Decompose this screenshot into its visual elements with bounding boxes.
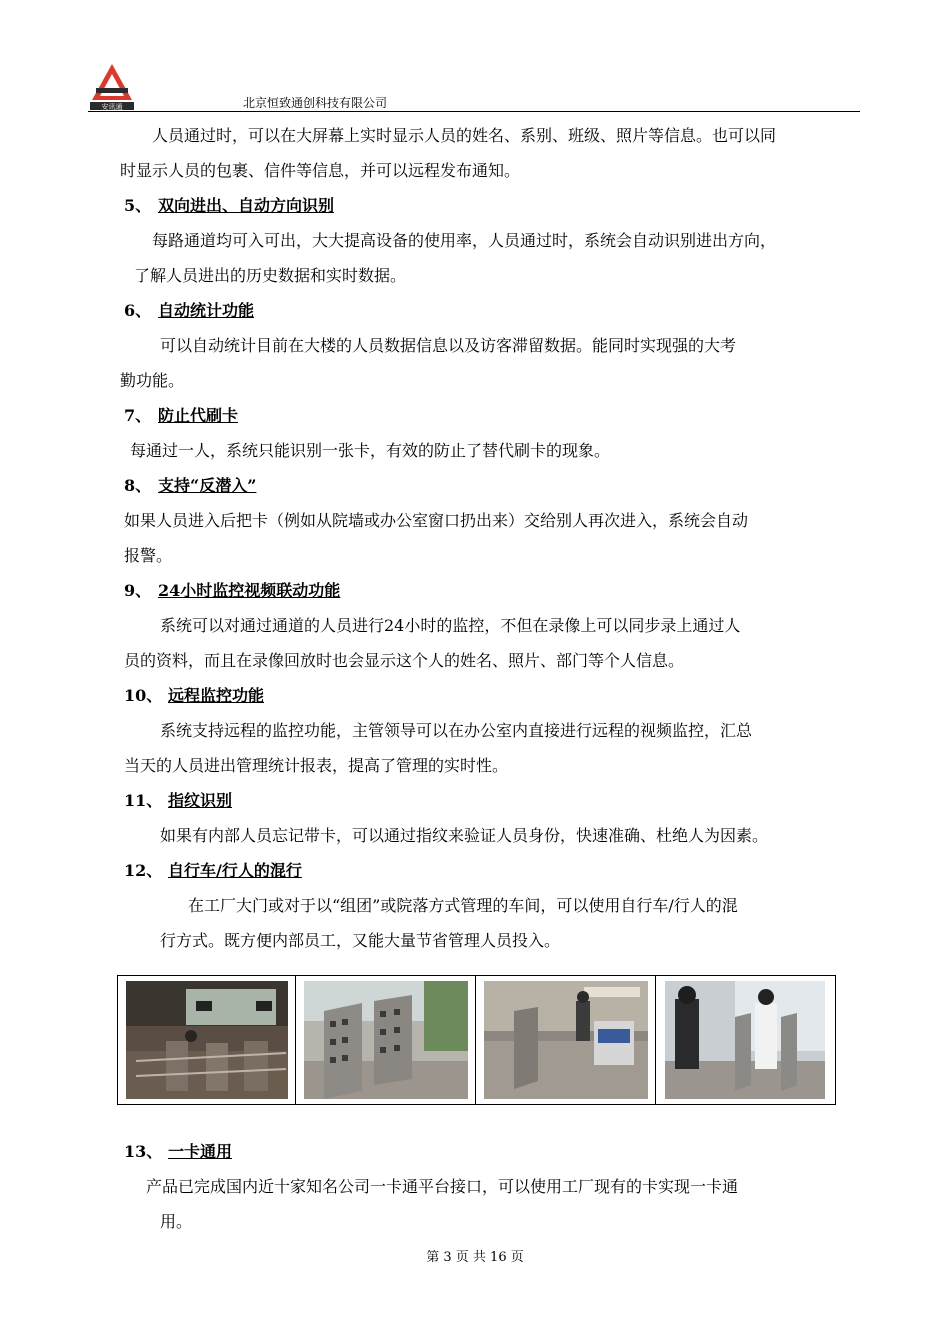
company-logo — [88, 62, 136, 112]
turnstile-photo — [665, 981, 825, 1099]
paragraph-line: 如果有内部人员忘记带卡，可以通过指纹来验证人员身份，快速准确、杜绝人为因素。 — [160, 826, 769, 845]
paragraph-line: 如果人员进入后把卡（例如从院墙或办公室窗口扔出来）交给别人再次进入，系统会自动 — [124, 511, 749, 530]
turnstile-photo — [484, 981, 648, 1099]
section-heading — [120, 188, 865, 223]
section-title: 自动统计功能 — [158, 301, 255, 320]
section-number: 11、 — [124, 791, 163, 810]
turnstile-photo — [304, 981, 468, 1099]
section-heading — [120, 398, 865, 433]
page-footer: 第 3 页 共 16 页 — [426, 1250, 524, 1265]
svg-text:安讯通: 安讯通 — [101, 103, 123, 111]
photo-cell — [296, 976, 476, 1104]
header-rule — [88, 111, 860, 112]
paragraph-line: 了解人员进出的历史数据和实时数据。 — [134, 266, 407, 285]
section-number: 5、 — [124, 196, 152, 215]
paragraph-line: 产品已完成国内近十家知名公司一卡通平台接口，可以使用工厂现有的卡实现一卡通 — [146, 1177, 739, 1196]
paragraph-line: 当天的人员进出管理统计报表，提高了管理的实时性。 — [124, 756, 509, 775]
photo-cell — [476, 976, 656, 1104]
paragraph-line: 用。 — [160, 1212, 193, 1231]
photo-strip — [117, 975, 836, 1105]
photo-cell — [118, 976, 296, 1104]
section-number: 6、 — [124, 301, 152, 320]
section-number: 13、 — [124, 1142, 163, 1161]
section-heading — [120, 1134, 865, 1169]
paragraph-line: 系统可以对通过通道的人员进行24小时的监控，不但在录像上可以同步录上通过人 — [160, 616, 741, 635]
section-number: 9、 — [124, 581, 152, 600]
section-number: 8、 — [124, 476, 152, 495]
paragraph-line: 时显示人员的包裹、信件等信息，并可以远程发布通知。 — [120, 161, 521, 180]
photo-cell — [656, 976, 835, 1104]
section-title: 一卡通用 — [168, 1142, 233, 1161]
section-number: 7、 — [124, 406, 152, 425]
section-heading — [120, 293, 865, 328]
section-heading — [120, 783, 865, 818]
section-number: 12、 — [124, 861, 163, 880]
section-heading — [120, 468, 865, 503]
section-title: 指纹识别 — [168, 791, 233, 810]
turnstile-photo — [126, 981, 288, 1099]
company-name: 北京恒致通创科技有限公司 — [243, 96, 388, 110]
section-heading — [120, 853, 865, 888]
section-title: 双向进出、自动方向识别 — [158, 196, 335, 215]
paragraph-line: 行方式。既方便内部员工，又能大量节省管理人员投入。 — [160, 931, 561, 950]
paragraph-line: 勤功能。 — [120, 371, 185, 390]
section-heading — [120, 573, 865, 608]
paragraph-line: 系统支持远程的监控功能，主管领导可以在办公室内直接进行远程的视频监控，汇总 — [160, 721, 753, 740]
document-body — [120, 118, 865, 958]
paragraph-line: 每路通道均可入可出，大大提高设备的使用率，人员通过时，系统会自动识别进出方向， — [152, 231, 777, 250]
document-body-continued — [120, 1134, 865, 1239]
section-heading — [120, 678, 865, 713]
paragraph-line: 人员通过时，可以在大屏幕上实时显示人员的姓名、系别、班级、照片等信息。也可以同 — [152, 126, 777, 145]
section-title: 远程监控功能 — [168, 686, 265, 705]
paragraph-line: 每通过一人，系统只能识别一张卡，有效的防止了替代刷卡的现象。 — [130, 441, 611, 460]
section-title: 自行车/行人的混行 — [168, 861, 302, 880]
page-header — [88, 62, 860, 114]
paragraph-line: 报警。 — [124, 546, 173, 565]
paragraph-line: 可以自动统计目前在大楼的人员数据信息以及访客滞留数据。能同时实现强的大考 — [160, 336, 737, 355]
section-title: 24小时监控视频联动功能 — [158, 581, 341, 600]
section-title: 支持“反潜入” — [158, 476, 257, 495]
paragraph-line: 在工厂大门或对于以“组团”或院落方式管理的车间，可以使用自行车/行人的混 — [188, 896, 738, 915]
section-number: 10、 — [124, 686, 163, 705]
paragraph-line: 员的资料，而且在录像回放时也会显示这个人的姓名、照片、部门等个人信息。 — [124, 651, 685, 670]
section-title: 防止代刷卡 — [158, 406, 239, 425]
